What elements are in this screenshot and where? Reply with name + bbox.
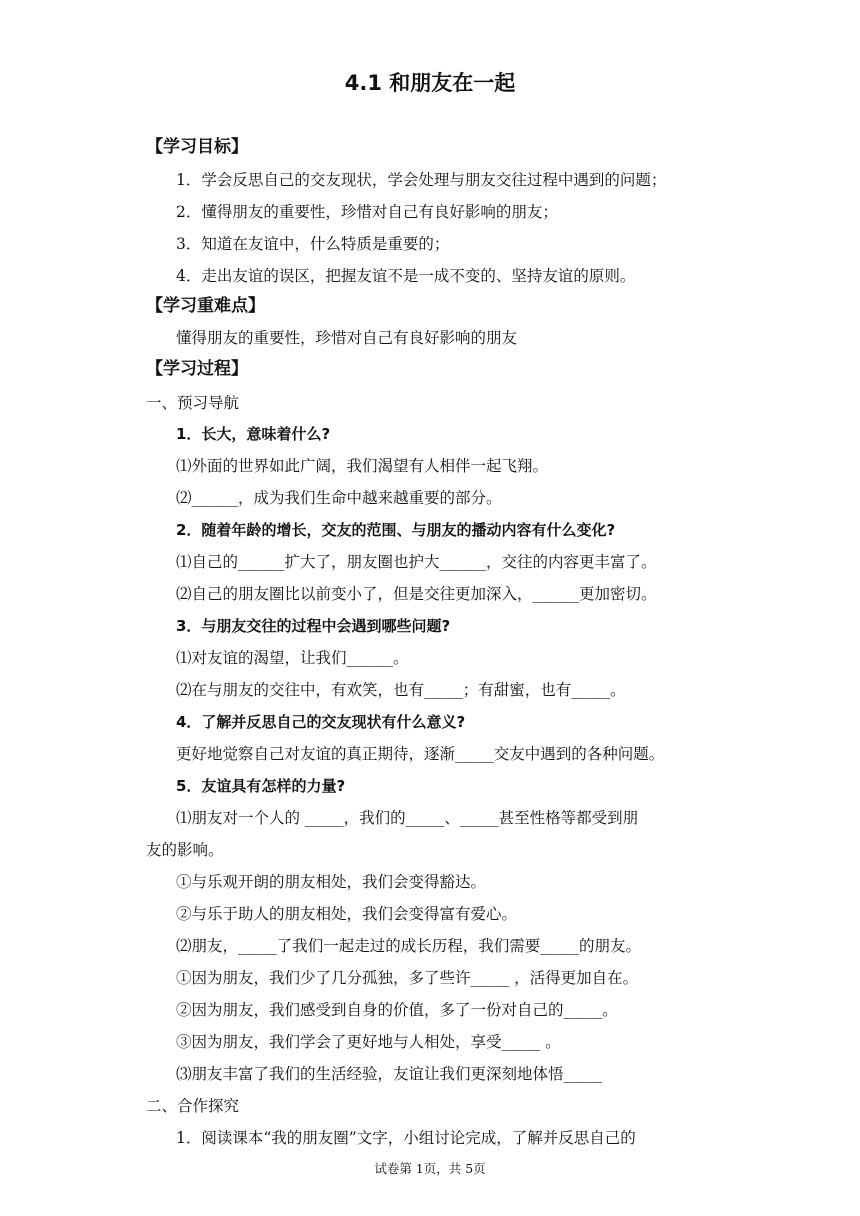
question-2: 2．随着年龄的增长，交友的范围、与朋友的播动内容有什么变化? (176, 521, 616, 539)
question-1-answer-1: ⑴外面的世界如此广阔，我们渴望有人相伴一起飞翔。 (176, 457, 549, 475)
objective-item-1: 1．学会反思自己的交友现状，学会处理与朋友交往过程中遇到的问题； (176, 171, 667, 189)
question-5-answer-2: ⑵朋友，_____了我们一起走过的成长历程，我们需要_____的朋友。 (176, 937, 642, 955)
process-heading: 【学习过程】 (146, 359, 248, 379)
question-2-answer-2: ⑵自己的朋友圈比以前变小了，但是交往更加深入，______更加密切。 (176, 585, 657, 603)
question-4: 4．了解并反思自己的交友现状有什么意义? (176, 713, 466, 731)
question-5-answer-1-continued: 友的影响。 (146, 841, 224, 859)
page-footer: 试卷第 1页，共 5页 (374, 1161, 486, 1176)
part2-heading: 二、合作探究 (146, 1097, 240, 1115)
question-5-answer-3: ⑶朋友丰富了我们的生活经验，友谊让我们更深刻地体悟_____ (176, 1065, 603, 1083)
question-4-answer-1: 更好地觉察自己对友谊的真正期待，逐渐_____交友中遇到的各种问题。 (176, 745, 665, 763)
objective-item-2: 2．懂得朋友的重要性，珍惜对自己有良好影响的朋友； (176, 203, 558, 221)
question-5-answer-1: ⑴朋友对一个人的 _____，我们的_____、_____甚至性格等都受到朋 (176, 809, 639, 827)
question-5-answer-1-sub-1: ①与乐观开朗的朋友相处，我们会变得豁达。 (176, 873, 487, 891)
question-5-answer-1-sub-2: ②与乐于助人的朋友相处，我们会变得富有爱心。 (176, 905, 518, 923)
question-5-answer-2-sub-3: ③因为朋友，我们学会了更好地与人相处，享受_____ 。 (176, 1033, 561, 1051)
key-points-text: 懂得朋友的重要性，珍惜对自己有良好影响的朋友 (176, 329, 518, 347)
question-1-answer-2: ⑵______，成为我们生命中越来越重要的部分。 (176, 489, 502, 507)
question-5-answer-2-sub-2: ②因为朋友，我们感受到自身的价值，多了一份对自己的_____。 (176, 1001, 618, 1019)
key-points-heading: 【学习重难点】 (146, 296, 265, 316)
question-5-answer-2-sub-1: ①因为朋友，我们少了几分孤独，多了些许_____ ，活得更加自在。 (176, 969, 639, 987)
question-2-answer-1: ⑴自己的______扩大了，朋友圈也护大______，交往的内容更丰富了。 (176, 553, 657, 571)
part2-question-1: 1．阅读课本“我的朋友圈”文字，小组讨论完成，了解并反思自己的 (176, 1129, 636, 1147)
question-1: 1．长大，意味着什么? (176, 425, 331, 443)
objectives-heading: 【学习目标】 (146, 137, 248, 157)
page-title: 4.1 和朋友在一起 (344, 71, 516, 95)
question-5: 5．友谊具有怎样的力量? (176, 777, 346, 795)
objective-item-4: 4．走出友谊的误区，把握友谊不是一成不变的、坚持友谊的原则。 (176, 267, 636, 285)
question-3: 3．与朋友交往的过程中会遇到哪些问题? (176, 617, 451, 635)
part1-heading: 一、预习导航 (146, 394, 240, 412)
question-3-answer-2: ⑵在与朋友的交往中，有欢笑，也有_____；有甜蜜，也有_____。 (176, 681, 626, 699)
question-3-answer-1: ⑴对友谊的渴望，让我们______。 (176, 649, 409, 667)
objective-item-3: 3．知道在友谊中，什么特质是重要的； (176, 235, 450, 253)
